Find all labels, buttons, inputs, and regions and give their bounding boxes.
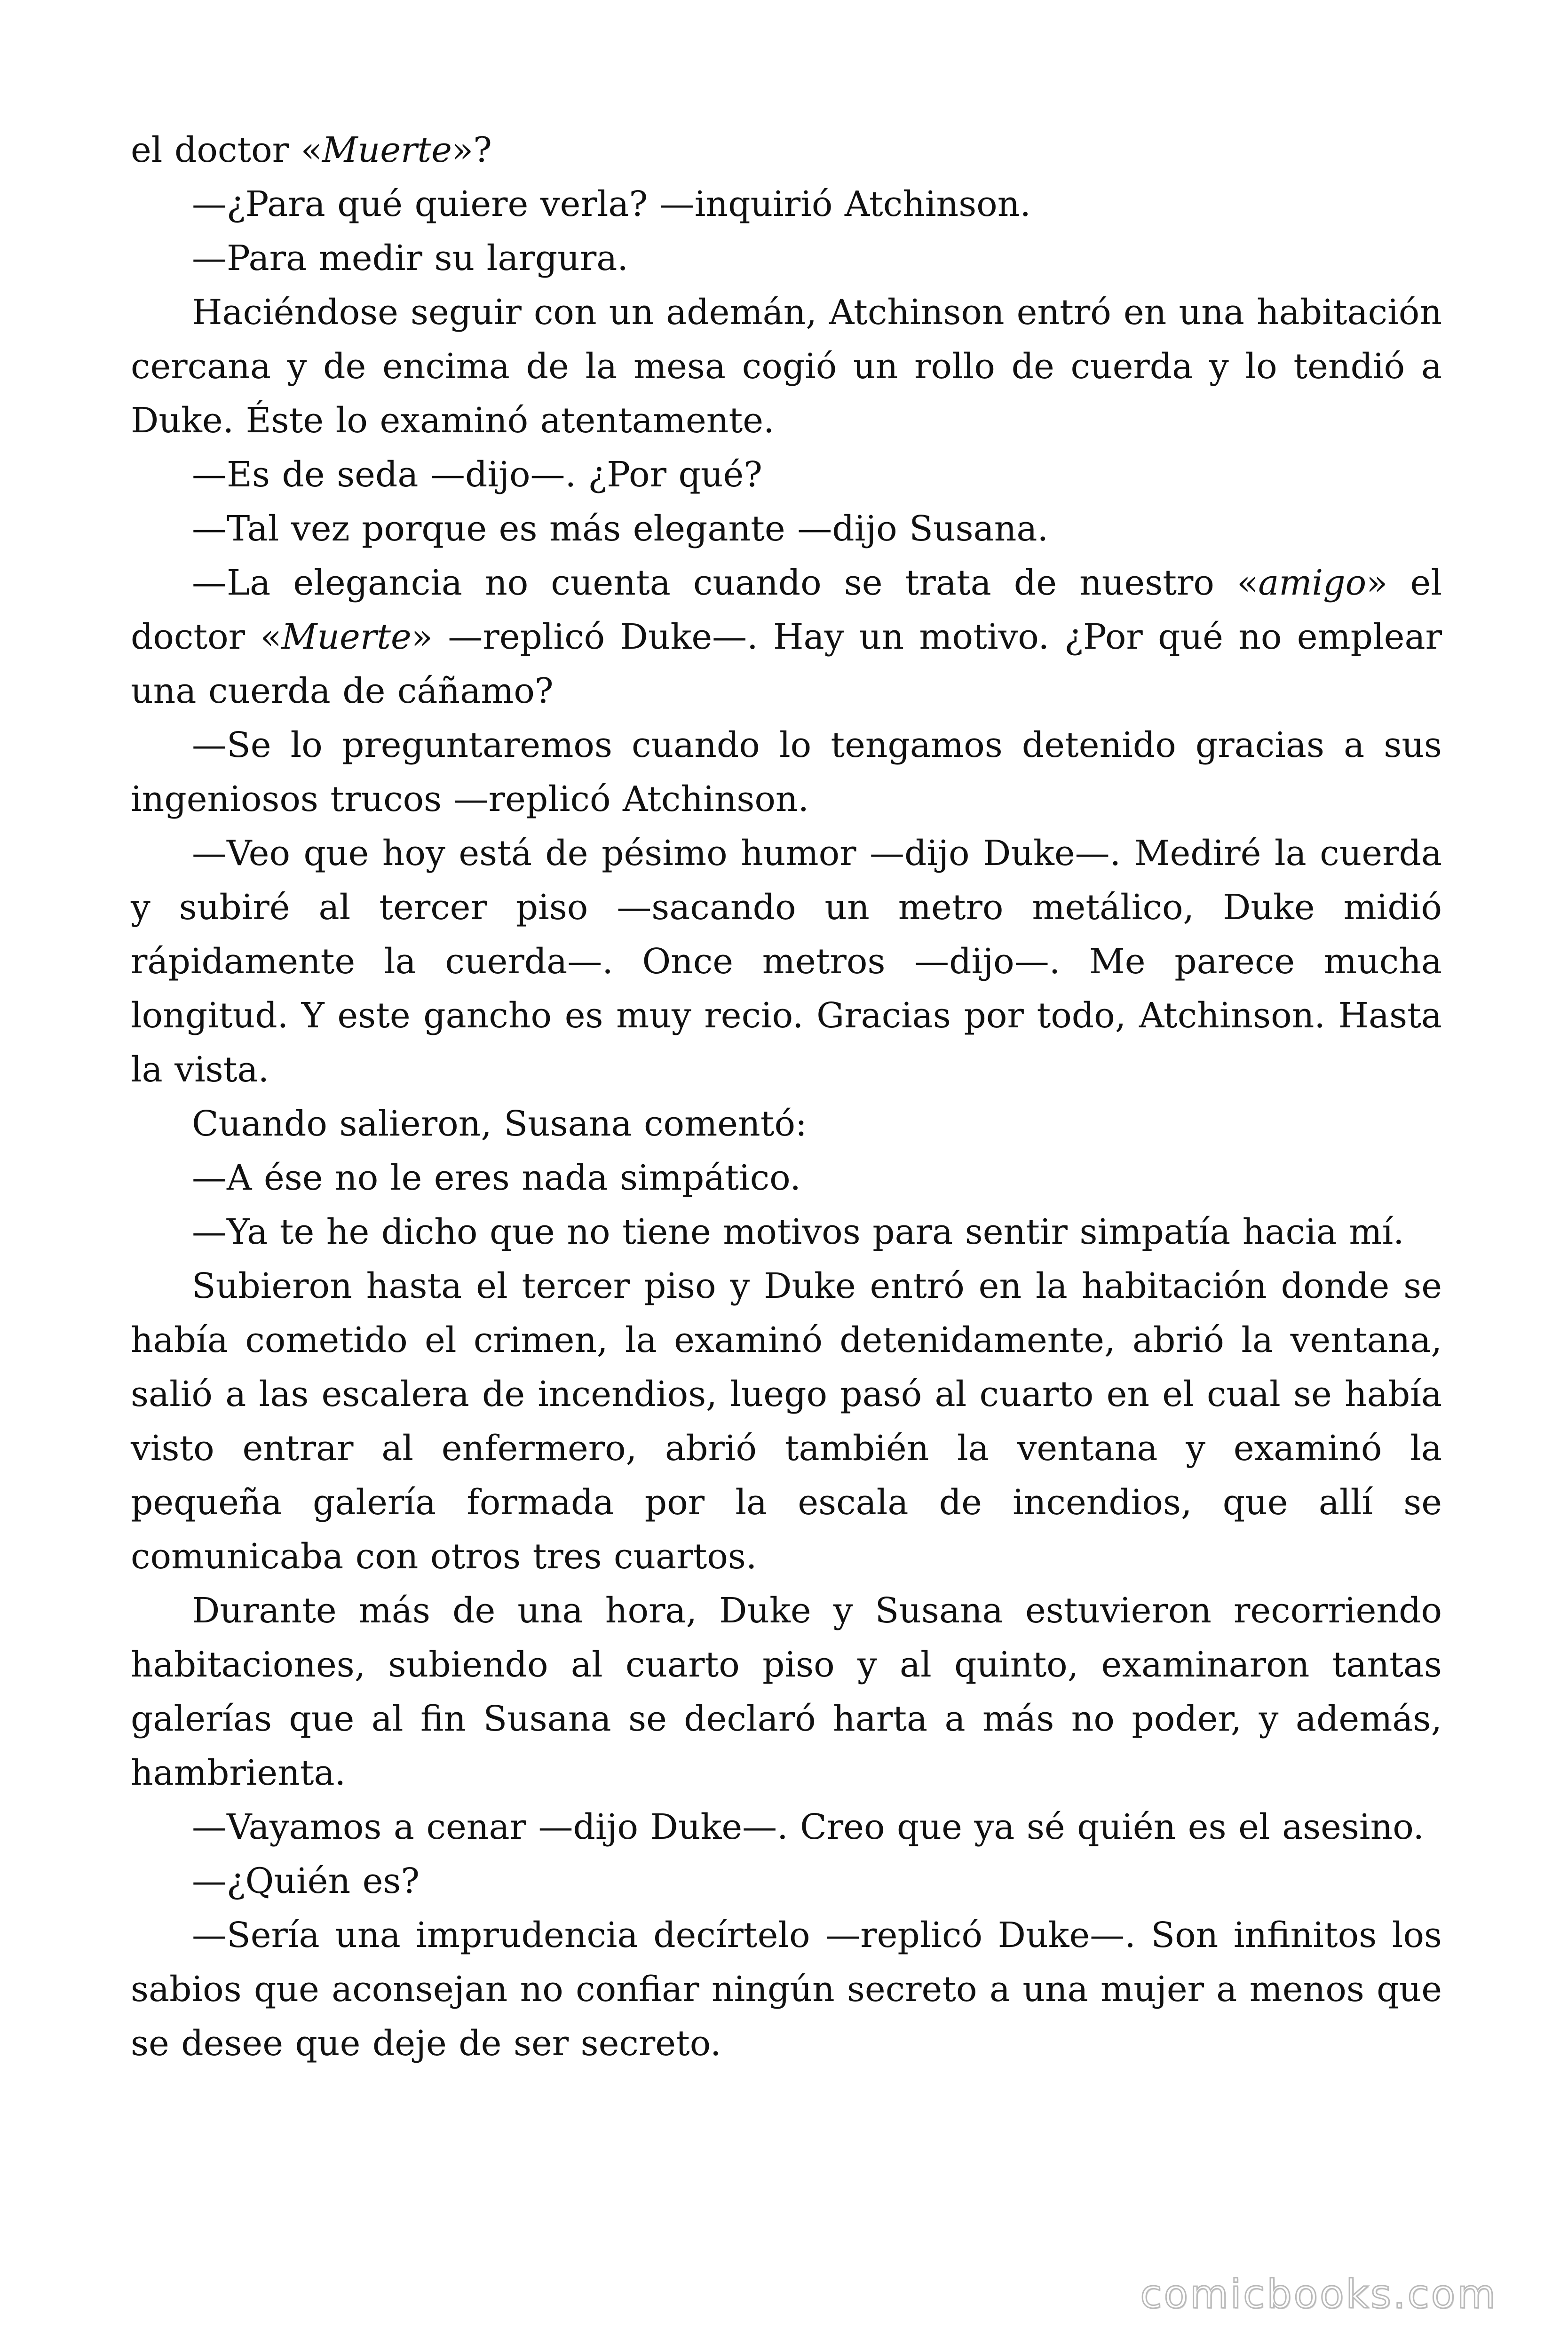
paragraph-5: —Es de seda —dijo—. ¿Por qué? [192, 454, 762, 495]
italic-word: Muerte [281, 617, 412, 657]
paragraph-6: —Tal vez porque es más elegante —dijo Susana. [192, 509, 1049, 549]
body-text [131, 123, 1442, 2071]
paragraph-9: —Veo que hoy está de pésimo humor —dijo Duke—. Mediré la cuerda y subiré al tercer piso —sacando un metro metálico, Duke midió rápidamente la cuerda—. Once metros —dijo—. Me parece mucha longitud. Y este gancho es muy recio. Gracias por todo, Atchinson. Hasta la vista. [131, 833, 1442, 1090]
paragraph-16: —¿Quién es? [192, 1861, 420, 1901]
paragraph-14: Durante más de una hora, Duke y Susana estuvieron recorriendo habitaciones, subiendo al cuarto piso y al quinto, examinaron tantas galerías que al fin Susana se declaró harta a más no poder, y además, hambrienta. [131, 1590, 1442, 1793]
italic-word: amigo [1258, 563, 1367, 603]
paragraph-2: —¿Para qué quiere verla? —inquirió Atchinson. [192, 184, 1031, 224]
paragraph-13: Subieron hasta el tercer piso y Duke entró en la habitación donde se había cometido el crimen, la examinó detenidamente, abrió la ventana, salió a las escalera de incendios, luego pasó al cuarto en el cual se había visto entrar al enfermero, abrió también la ventana y examinó la pequeña galería formada por la escala de incendios, que allí se comunicaba con otros tres cuartos. [131, 1266, 1442, 1577]
paragraph-10: Cuando salieron, Susana comentó: [192, 1104, 807, 1144]
paragraph-7: —La elegancia no cuenta cuando se trata de nuestro «amigo» el doctor «Muerte» —replicó Duke—. Hay un motivo. ¿Por qué no emplear una cuerda de cáñamo? [131, 563, 1442, 711]
paragraph-11: —A ése no le eres nada simpático. [192, 1158, 801, 1198]
paragraph-17: —Sería una imprudencia decírtelo —replicó Duke—. Son infinitos los sabios que aconsejan no confiar ningún secreto a una mujer a menos que se desee que deje de ser secreto. [131, 1915, 1442, 2064]
italic-word: Muerte [322, 130, 452, 170]
paragraph-15: —Vayamos a cenar —dijo Duke—. Creo que ya sé quién es el asesino. [192, 1807, 1425, 1847]
paragraph-3: —Para medir su largura. [192, 238, 628, 278]
paragraph-8: —Se lo preguntaremos cuando lo tengamos detenido gracias a sus ingeniosos trucos —replicó Atchinson. [131, 725, 1442, 819]
paragraph-12: —Ya te he dicho que no tiene motivos para sentir simpatía hacia mí. [192, 1212, 1404, 1252]
paragraph-1: el doctor «Muerte»? [131, 130, 492, 170]
paragraph-4: Haciéndose seguir con un ademán, Atchinson entró en una habitación cercana y de encima de la mesa cogió un rollo de cuerda y lo tendió a Duke. Éste lo examinó atentamente. [131, 292, 1442, 441]
watermark-text: comicbooks.com [1140, 2271, 1497, 2317]
